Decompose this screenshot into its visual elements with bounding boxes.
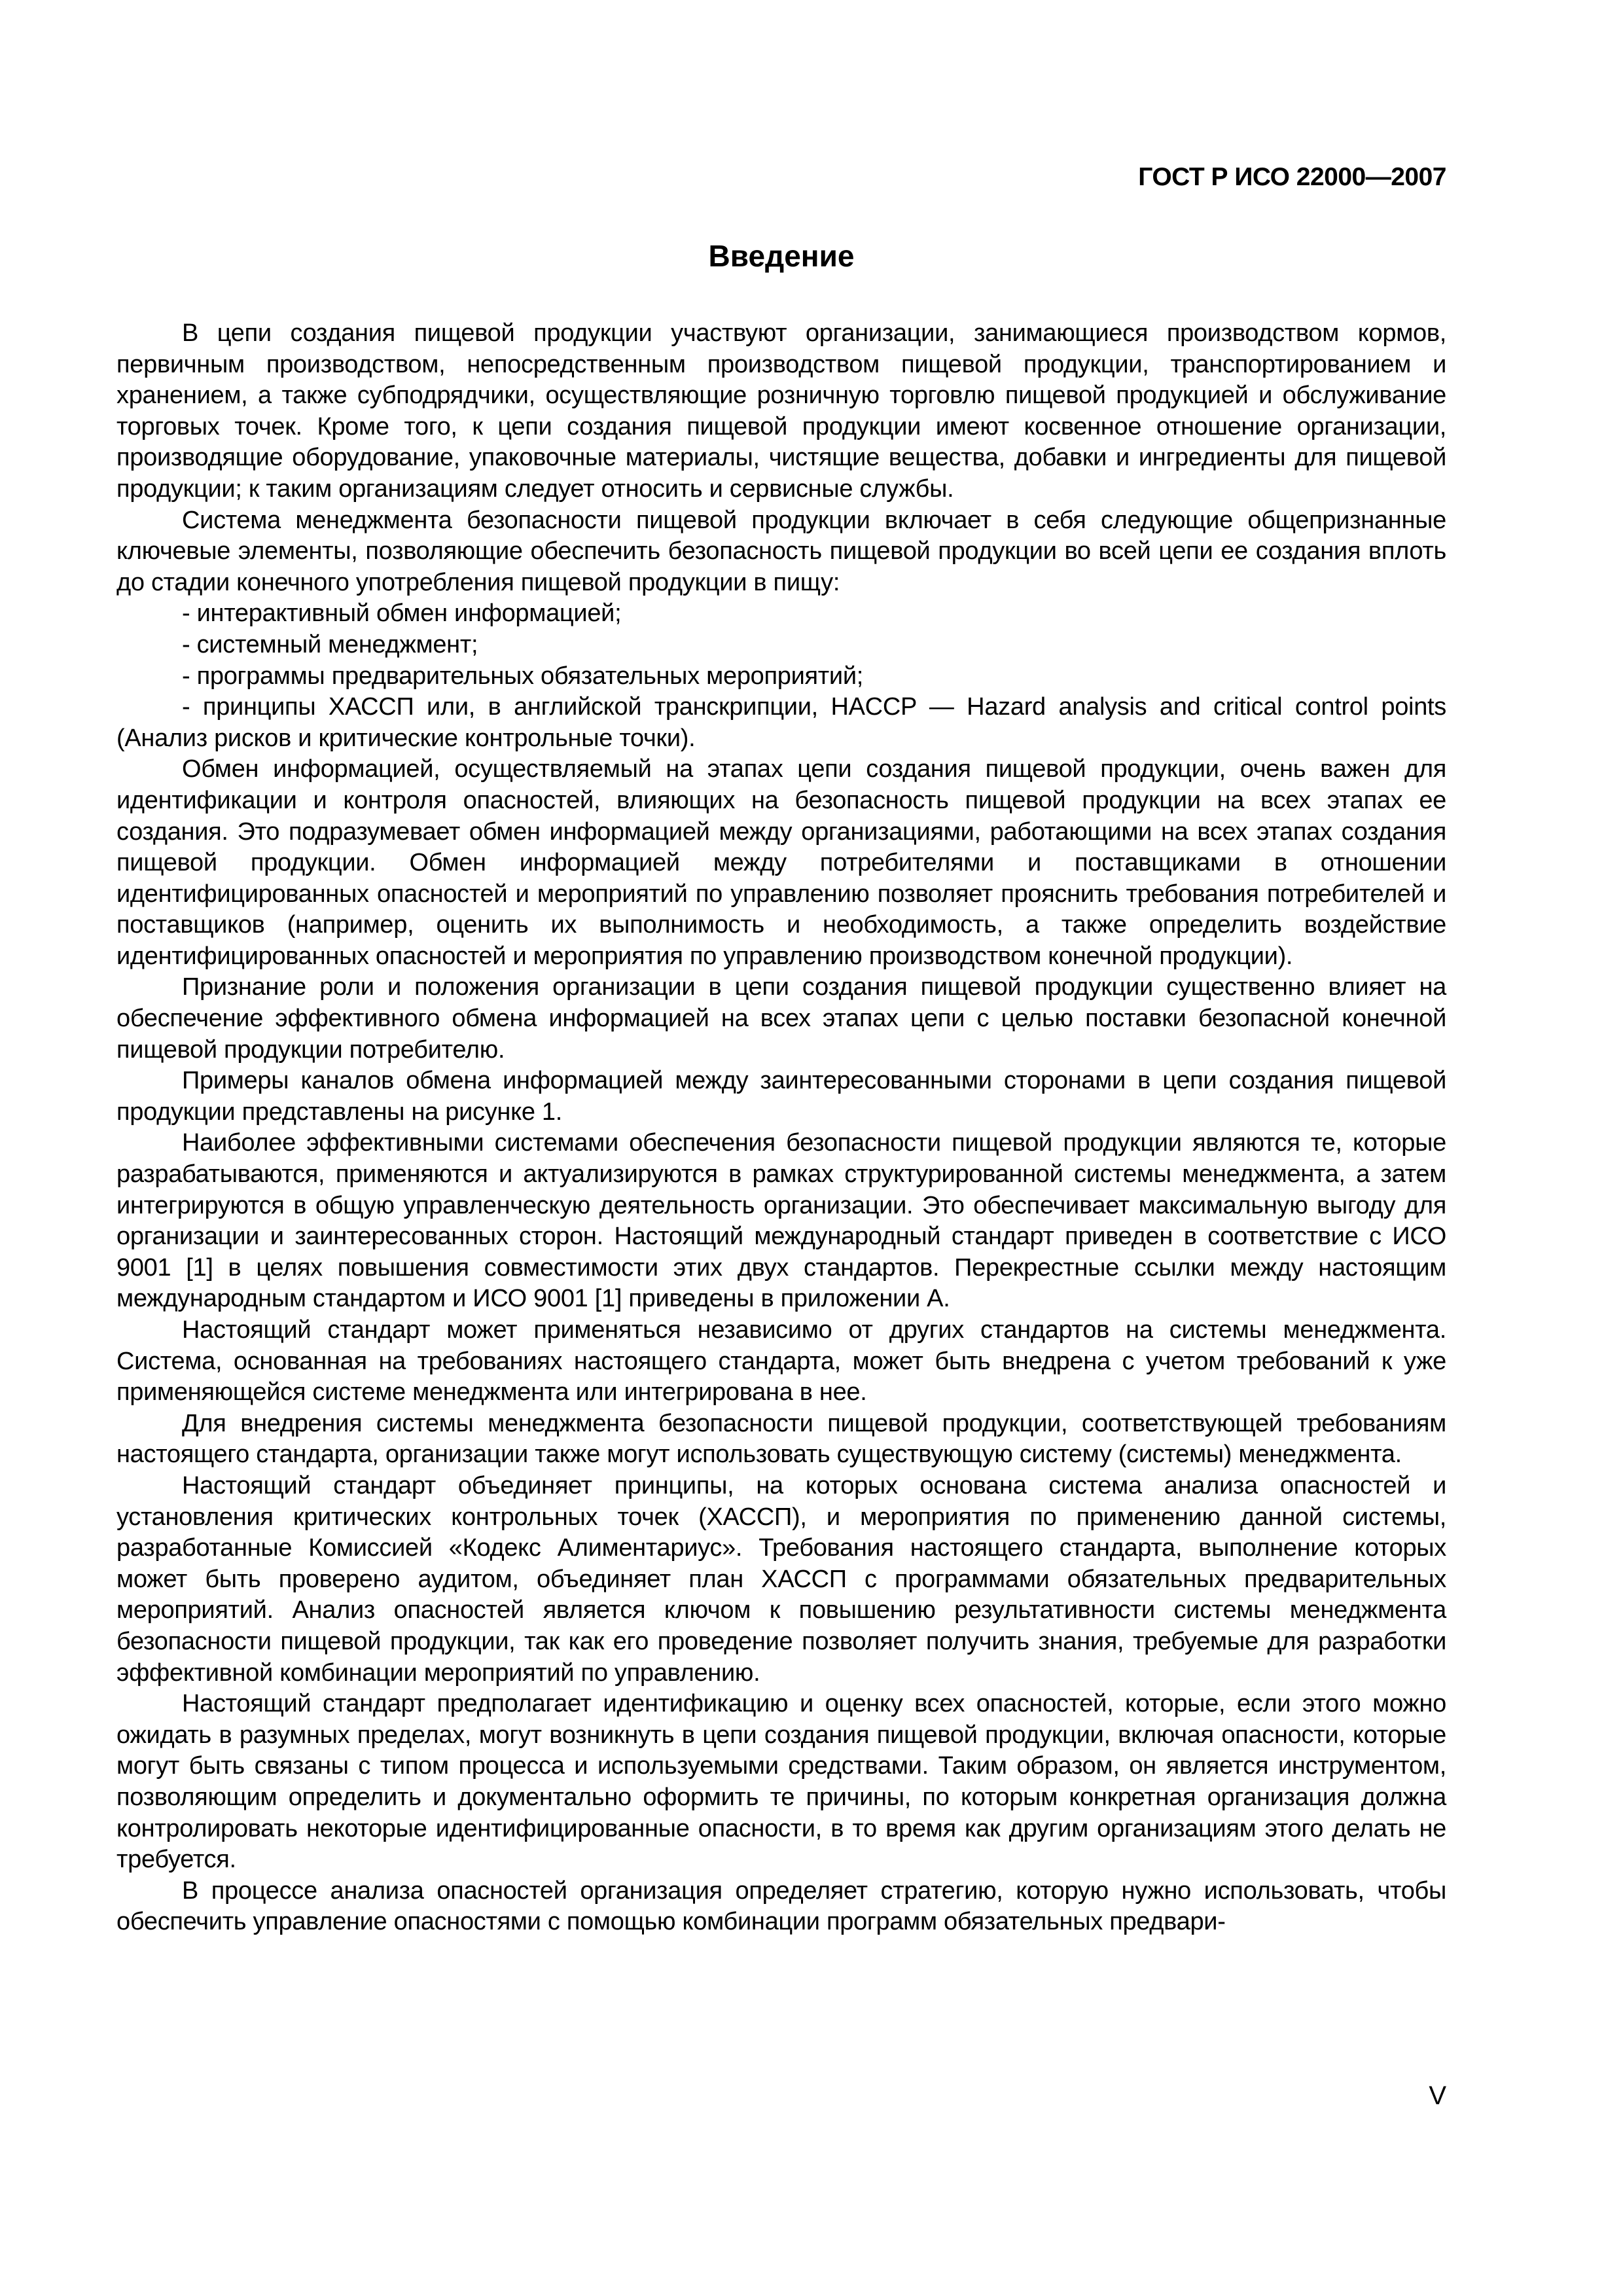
paragraph: Настоящий стандарт может применяться независимо от других стандартов на системы менеджмента. Система, основанная на требованиях настоящего стандарта, может быть внедрена с учетом требований к уже применяющейся системе менеджмента или интегрирована в нее. — [116, 1316, 1446, 1407]
list-item: - принципы ХАССП или, в английской транскрипции, HACCP — Hazard analysis and critical control points (Анализ рисков и критические контрольные точки). — [116, 693, 1446, 752]
paragraph: Признание роли и положения организации в цепи создания пищевой продукции существенно влияет на обеспечение эффективного обмена информацией на всех этапах цепи с целью поставки безопасной конечной пищевой продукции потребителю. — [116, 973, 1446, 1064]
paragraph: Система менеджмента безопасности пищевой продукции включает в себя следующие общепризнанные ключевые элементы, позволяющие обеспечить безопасность пищевой продукции во всей цепи ее создания вплоть до стадии конечного употребления пищевой продукции в пищу: — [116, 506, 1446, 596]
paragraph: Обмен информацией, осуществляемый на этапах цепи создания пищевой продукции, очень важен для идентификации и контроля опасностей, влияющих на безопасность пищевой продукции на всех этапах ее создания. Это подразумевает обмен информацией между организациями, работающими на всех этапах создания пищевой продукции. Обмен информацией между потребителями и поставщиками в отношении идентифицированных опасностей и мероприятий по управлению позволяет прояснить требования потребителей и поставщиков (например, оценить их выполнимость и необходимость, а также определить воздействие идентифицированных опасностей и мероприятия по управлению производством конечной продукции). — [116, 755, 1446, 970]
paragraph: Примеры каналов обмена информацией между заинтересованными сторонами в цепи создания пищевой продукции представлены на рисунке 1. — [116, 1067, 1446, 1126]
paragraph: Для внедрения системы менеджмента безопасности пищевой продукции, соответствующей требованиям настоящего стандарта, организации также могут использовать существующую систему (системы) менеджмента. — [116, 1409, 1446, 1469]
paragraph: Настоящий стандарт предполагает идентификацию и оценку всех опасностей, которые, если этого можно ожидать в разумных пределах, могут возникнуть в цепи создания пищевой продукции, включая опасности, которые могут быть связаны с типом процесса и используемыми средствами. Таким образом, он является инструментом, позволяющим определить и документально оформить те причины, по которым конкретная организация должна контролировать некоторые идентифицированные опасности, в то время как другим организациям этого делать не требуется. — [116, 1690, 1446, 1874]
paragraph: В цепи создания пищевой продукции участвуют организации, занимающиеся производством кормов, первичным производством, непосредственным производством пищевой продукции, транспортированием и хранением, а также субподрядчики, осуществляющие розничную торговлю пищевой продукцией и обслуживание торговых точек. Кроме того, к цепи создания пищевой продукции имеют косвенное отношение организации, производящие оборудование, упаковочные материалы, чистящие вещества, добавки и ингредиенты для пищевой продукции; к таким организациям следует относить и сервисные службы. — [116, 319, 1446, 503]
paragraph: Наиболее эффективными системами обеспечения безопасности пищевой продукции являются те, которые разрабатываются, применяются и актуализируются в рамках структурированной системы менеджмента, а затем интегрируются в общую управленческую деятельность организации. Это обеспечивает максимальную выгоду для организации и заинтересованных сторон. Настоящий международный стандарт приведен в соответствие с ИСО 9001 [1] в целях повышения совместимости этих двух стандартов. Перекрестные ссылки между настоящим международным стандартом и ИСО 9001 [1] приведены в приложении А. — [116, 1129, 1446, 1313]
page-title: Введение — [708, 239, 855, 273]
paragraph: Настоящий стандарт объединяет принципы, на которых основана система анализа опасностей и установления критических контрольных точек (ХАССП), и мероприятия по применению данной системы, разработанные Комиссией «Кодекс Алиментариус». Требования настоящего стандарта, выполнение которых может быть проверено аудитом, объединяет план ХАССП с программами обязательных предварительных мероприятий. Анализ опасностей является ключом к повышению результативности системы менеджмента безопасности пищевой продукции, так как его проведение позволяет получить знания, требуемые для разработки эффективной комбинации мероприятий по управлению. — [116, 1471, 1446, 1687]
list-item: - программы предварительных обязательных мероприятий; — [182, 662, 864, 690]
page-number: V — [1429, 2081, 1446, 2110]
paragraph: В процессе анализа опасностей организация определяет стратегию, которую нужно использовать, чтобы обеспечить управление опасностями с помощью комбинации программ обязательных предвари- — [116, 1876, 1446, 1936]
list-item: - интерактивный обмен информацией; — [182, 600, 622, 628]
document-standard-code: ГОСТ Р ИСО 22000—2007 — [1138, 163, 1446, 191]
document-body — [116, 318, 1446, 1938]
list-item: - системный менеджмент; — [182, 630, 478, 658]
